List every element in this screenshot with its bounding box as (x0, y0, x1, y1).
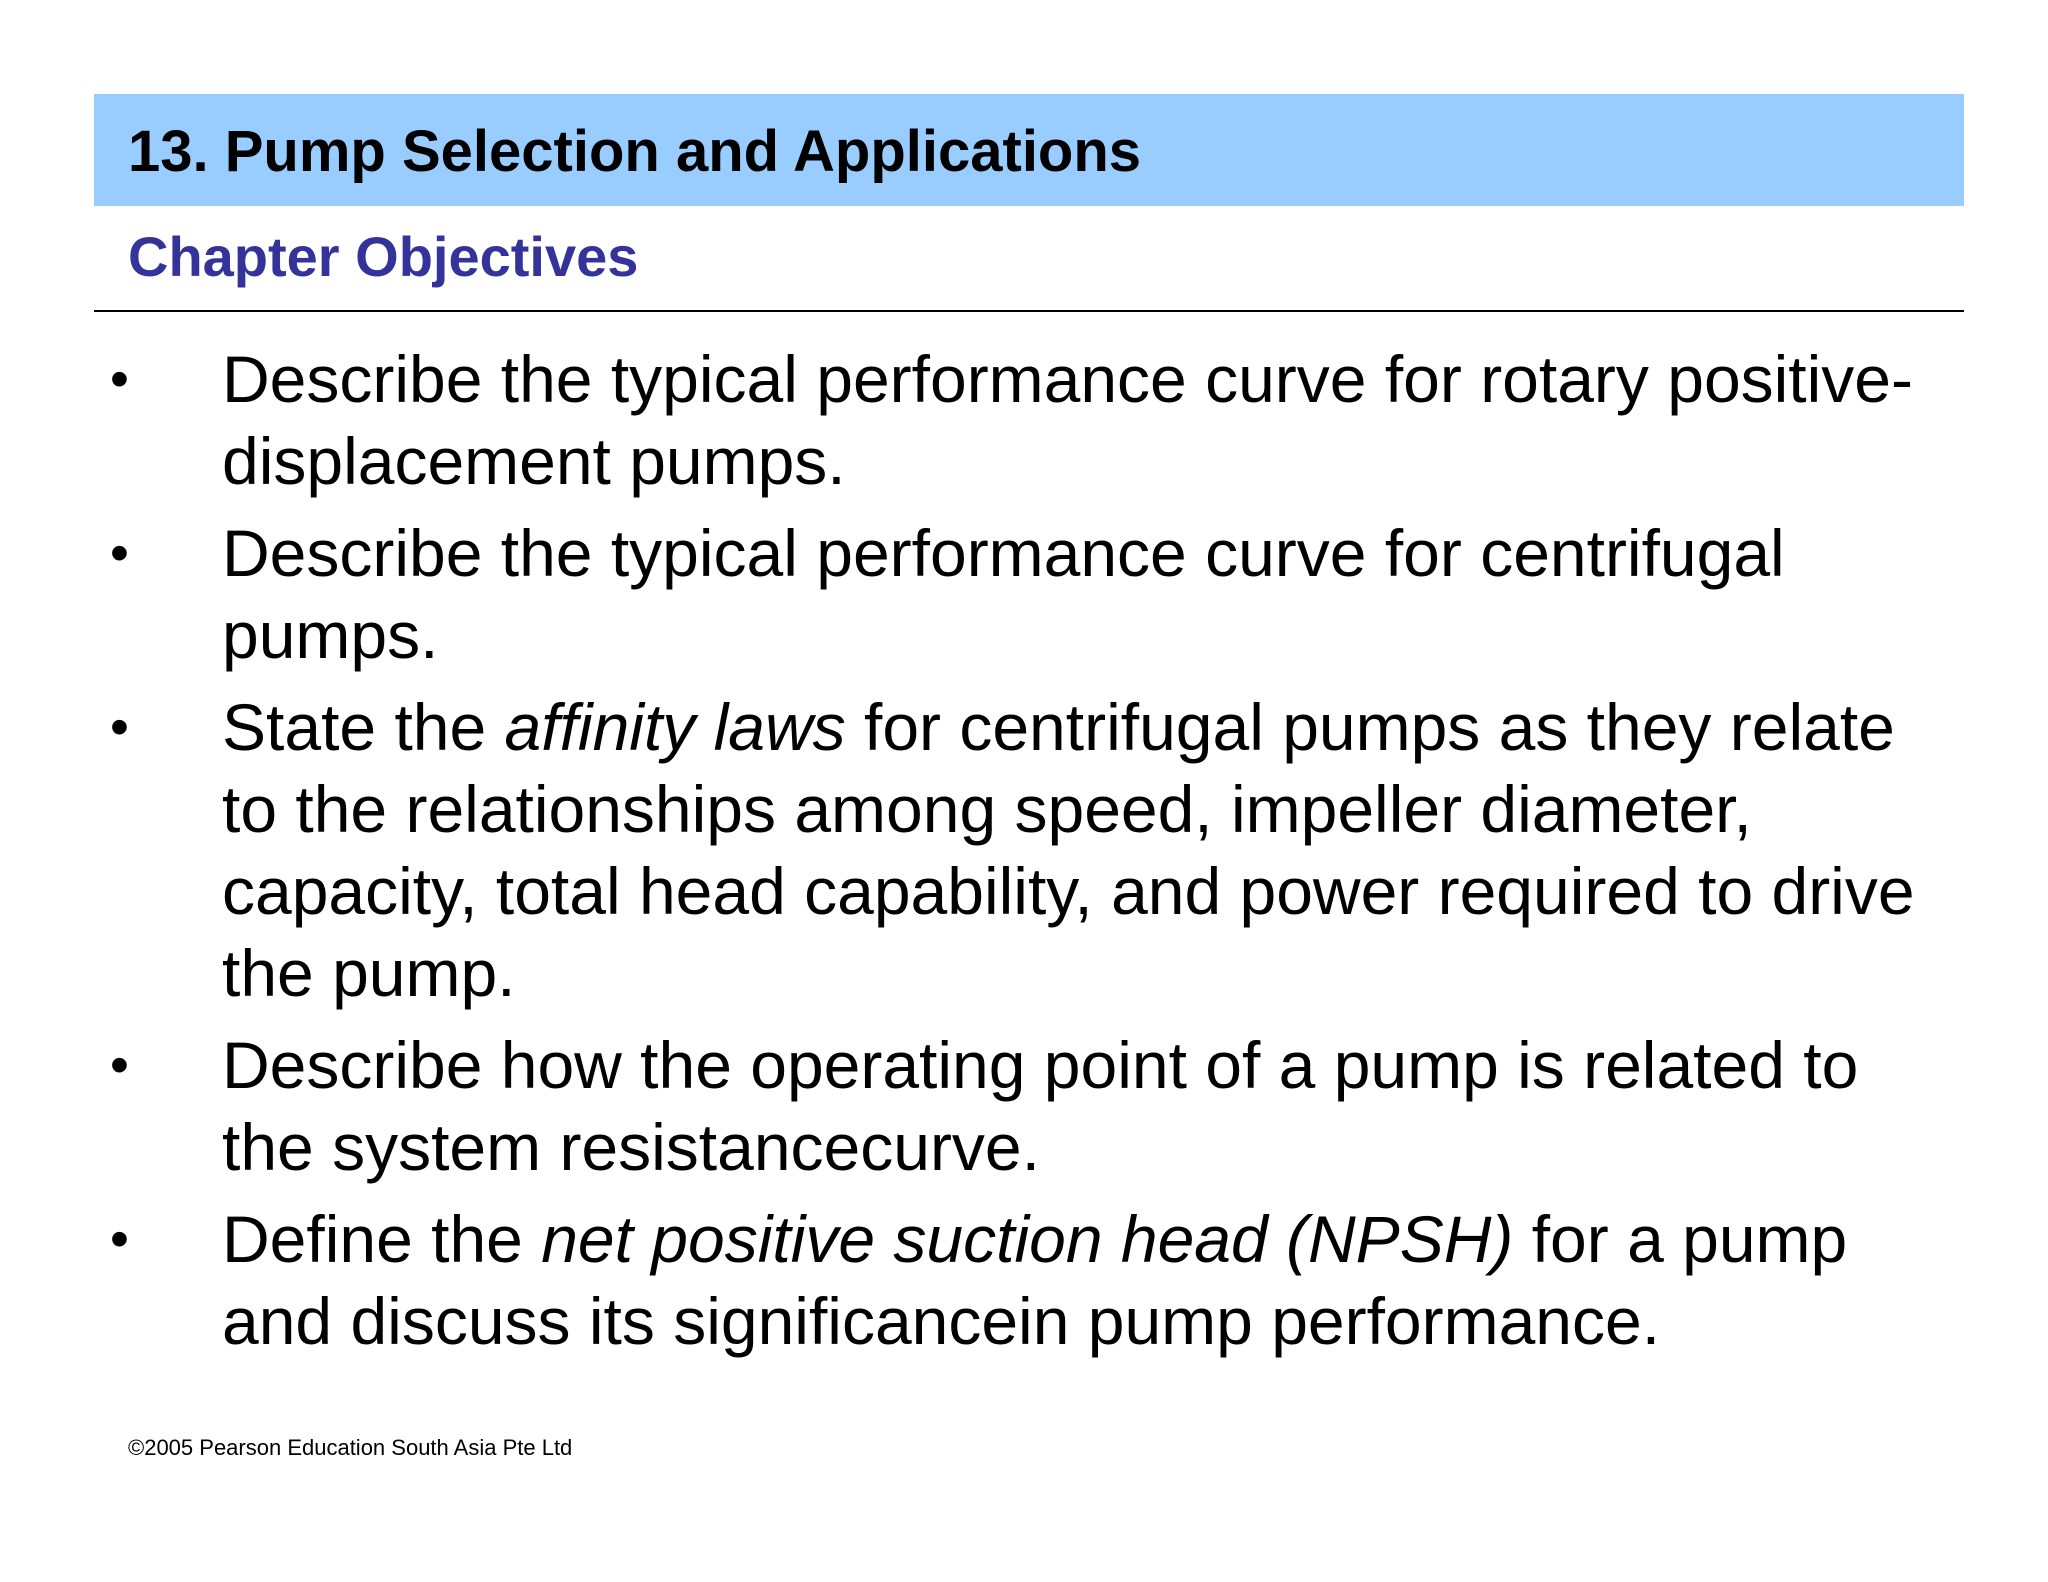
objective-item (0, 1024, 1922, 1188)
objective-text-end: for centrifugal pumps as they relate to the relationships among speed, impeller diameter, capacity, total head capability, and power required to drive the pump. (222, 690, 1915, 1010)
objective-item (0, 1198, 1922, 1362)
objective-item (0, 686, 1922, 1014)
bullet-icon: • (110, 523, 129, 583)
objectives-list (0, 338, 2048, 1372)
title-bar (94, 94, 1964, 206)
objective-emphasis: affinity laws (504, 690, 846, 764)
objective-item (0, 338, 1922, 502)
bullet-icon: • (110, 697, 129, 757)
objective-text: Describe the typical performance curve for rotary positive-displacement pumps. (222, 342, 1913, 498)
objective-text: Describe the typical performance curve for centrifugal pumps. (222, 516, 1785, 672)
bullet-icon: • (110, 349, 129, 409)
objective-text: Describe how the operating point of a pump is related to the system resistancecurve. (222, 1028, 1859, 1184)
bullet-icon: • (110, 1035, 129, 1095)
objective-text-start: State the (222, 690, 505, 764)
objective-item (0, 512, 1922, 676)
slide-title: 13. Pump Selection and Applications (128, 119, 1142, 184)
objective-emphasis: net positive suction head (NPSH) (541, 1202, 1514, 1276)
header-divider (94, 310, 1964, 312)
copyright-notice: ©2005 Pearson Education South Asia Pte Ltd (128, 1435, 573, 1460)
objective-text-start: Define the (222, 1202, 542, 1276)
bullet-icon: • (110, 1209, 129, 1269)
objective-text-end: for a pump and discuss its significancein pump performance. (222, 1202, 1848, 1358)
slide-subtitle: Chapter Objectives (128, 225, 639, 288)
